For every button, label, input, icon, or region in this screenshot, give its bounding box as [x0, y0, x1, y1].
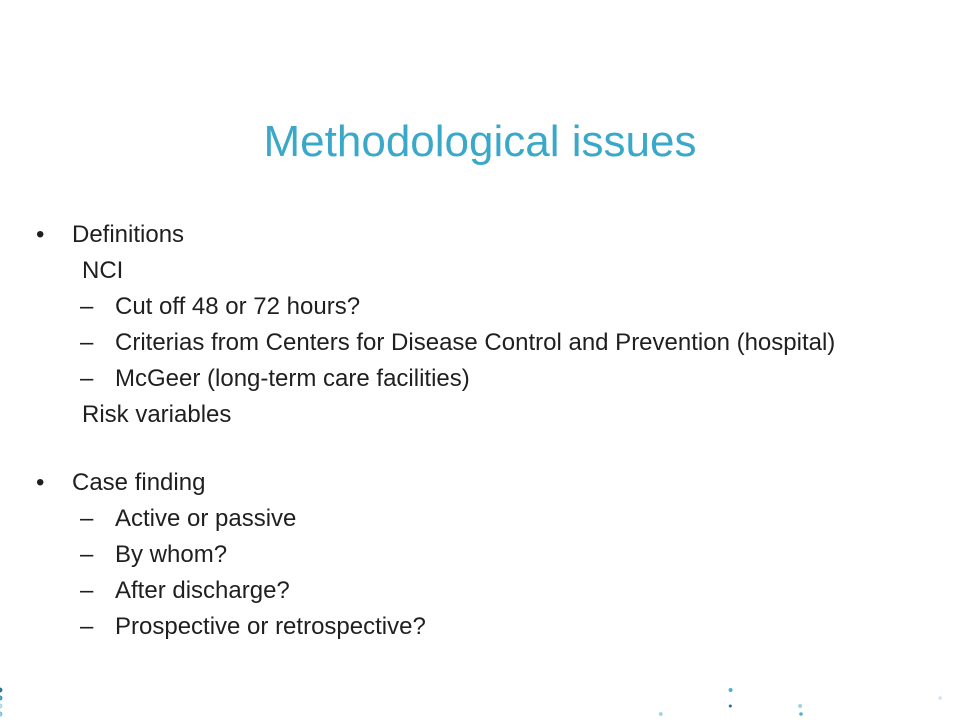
decorative-dot — [729, 704, 732, 707]
list-item-text: Case finding — [72, 469, 206, 496]
decorative-dot — [0, 688, 2, 692]
list-item-text: McGeer (long-term care facilities) — [115, 365, 470, 392]
dash-icon: – — [80, 613, 94, 640]
list-item-text: By whom? — [115, 541, 228, 568]
decorative-dot — [938, 696, 942, 700]
list-item-text: After discharge? — [115, 577, 290, 604]
list-item-text: Definitions — [72, 221, 185, 248]
dash-icon: – — [80, 505, 94, 532]
decorative-dot — [798, 704, 802, 708]
dash-icon: – — [80, 577, 94, 604]
list-item-text: NCI — [82, 257, 124, 284]
dash-icon: – — [80, 293, 94, 320]
decorative-dot — [729, 688, 733, 692]
bullet-icon: • — [36, 469, 45, 496]
list-item-text: Risk variables — [82, 401, 232, 428]
decorative-dot — [659, 712, 663, 716]
dash-icon: – — [80, 329, 94, 356]
decorative-dot — [799, 712, 803, 716]
dash-icon: – — [80, 541, 94, 568]
list-item-text: Active or passive — [115, 505, 297, 532]
slide-title: Methodological issues — [263, 117, 697, 166]
list-item-text: Criterias from Centers for Disease Control and Prevention (hospital) — [115, 329, 836, 356]
dotted-band-decoration — [0, 680, 960, 720]
bullet-icon: • — [36, 221, 45, 248]
list-item-text: Prospective or retrospective? — [115, 613, 426, 640]
dash-icon: – — [80, 365, 94, 392]
list-item-text: Cut off 48 or 72 hours? — [115, 293, 361, 320]
